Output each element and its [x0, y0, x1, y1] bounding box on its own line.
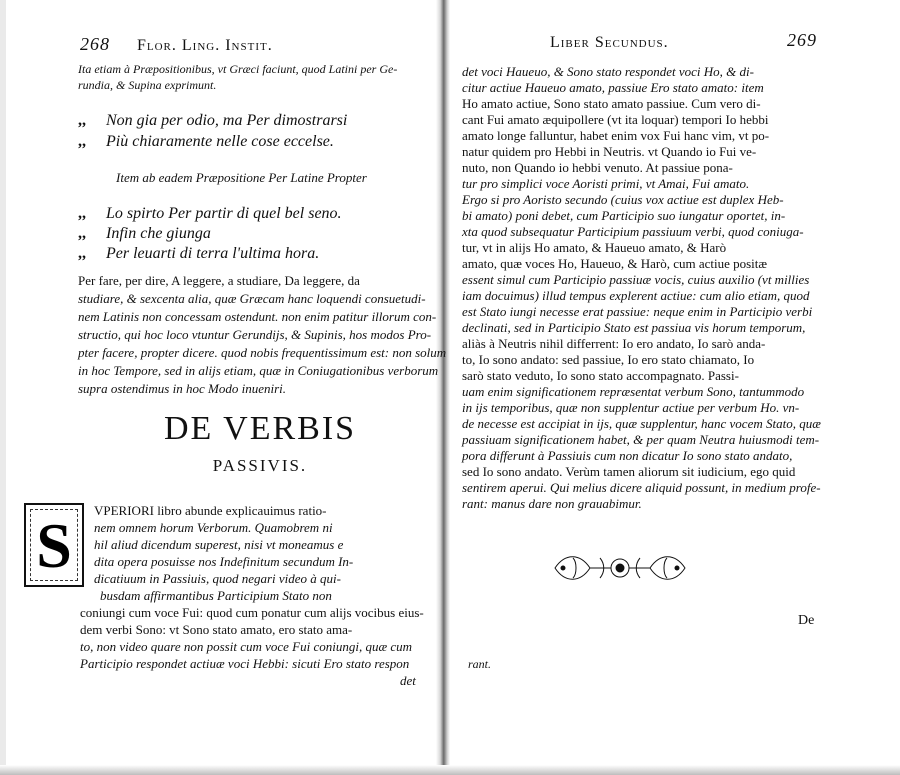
right-line: citur actiue Haueuo amato, passiue Ero stato amato: item	[462, 80, 764, 95]
item-line: Item ab eadem Præpositione Per Latine Propter	[116, 170, 367, 185]
left-folio: 268	[80, 34, 110, 54]
paragraph-line: in hoc Tempore, sed in alijs etiam, quæ in Coniugationibus verborum	[78, 363, 439, 378]
right-line: uam enim significationem repræsentat verbum Sono, tantummodo	[462, 384, 805, 399]
right-line: det voci Haueuo, & Sono stato respondet voci Ho, & di-	[462, 64, 754, 79]
section-title: DE VERBIS	[163, 410, 357, 447]
right-line: Ergo si pro Aoristo secundo (cuius vox actiue est duplex Heb-	[462, 192, 784, 207]
paragraph-line: supra ostendimus in hoc Modo inueniri.	[78, 381, 286, 396]
paragraph-line: Per fare, per dire, A leggere, a studiare, Da leggere, da	[78, 273, 360, 288]
right-line: cant Fui amato æquipollere (vt ita loquar) tempori Io hebbi	[462, 112, 769, 127]
right-line: sarò stato veduto, Io sono stato accompagnato. Passi-	[462, 368, 739, 383]
body-line: Participio respondet actiuæ voci Hebbi: sicuti Ero stato respon	[80, 656, 410, 671]
right-line: sentirem aperui. Qui melius dicere aliquid possunt, in medium profe-	[462, 480, 821, 495]
right-line: declinati, sed in Participio Stato est passiua vis horum temporum,	[462, 320, 806, 335]
right-line: to, Io sono andato: sed passiue, Io ero stato chiamato, Io	[462, 352, 755, 367]
right-line: amato, quæ voces Ho, Haueuo, & Harò, cum actiue positæ	[462, 256, 768, 271]
paragraph-line: nem Latinis non concessam ostendunt. non enim patitur illorum con-	[78, 309, 437, 324]
initial-letter: S	[36, 510, 72, 581]
left-running-head: Flor. Ling. Instit.	[137, 37, 273, 54]
right-line: est Stato iungi necesse erat passiue: neque enim in Participio verbi	[462, 304, 813, 319]
left-catchword: det	[400, 673, 416, 688]
intro-line-2: rundia, & Supina exprimunt.	[78, 78, 217, 92]
body-line: VPERIORI libro abunde explicauimus ratio-	[94, 503, 327, 518]
right-catchword: De	[798, 613, 815, 628]
right-line: sed Io sono andato. Verùm tamen aliorum sit iudicium, ego quid	[462, 464, 796, 479]
right-line: bi amato) poni debet, cum Participio suo iungatur oportet, in-	[462, 208, 786, 223]
margin-note: rant.	[468, 657, 492, 671]
body-line: nem omnem horum Verborum. Quamobrem ni	[94, 520, 333, 535]
right-folio-wrap	[787, 30, 817, 51]
intro-line-1: Ita etiam à Præpositionibus, vt Græci faciunt, quod Latini per Ge-	[78, 62, 398, 76]
paragraph-line: pter facere, propter dicere. quod nobis frequentissimum est: non solum	[78, 345, 447, 360]
body-line: dita opera posuisse nos Indefinitum secundum In-	[94, 554, 354, 569]
right-page	[462, 0, 822, 775]
book-gutter	[436, 0, 450, 775]
body-line: hil aliud dicendum superest, nisi vt moneamus e	[94, 537, 344, 552]
verse-line: Lo spirto Per partir di quel bel seno.	[106, 205, 342, 222]
right-line: tur pro simplici voce Aoristi primi, vt Amai, Fui amato.	[462, 176, 750, 191]
verse-mark: ,,	[78, 245, 86, 262]
body-line: dicatiuum in Passiuis, quod negari video à qui-	[94, 571, 341, 586]
right-line: amato longe falluntur, habet enim vox Fui hanc vim, vt po-	[462, 128, 770, 143]
section-subtitle: PASSIVIS.	[212, 456, 308, 475]
left-body-wide	[70, 0, 430, 775]
verse-mark: ,,	[78, 225, 86, 242]
verse-line: Per leuarti di terra l'ultima hora.	[106, 245, 320, 262]
verse-line: Più chiaramente nelle cose eccelse.	[106, 133, 334, 150]
right-line: pora differunt à Passiuis cum non dicatur Io sono stato andato,	[462, 448, 793, 463]
body-line: to, non video quare non possit cum voce Fui coniungi, quæ cum	[80, 639, 413, 654]
right-line: xta quod subsequatur Participium passiuum verbi, quod coniuga-	[462, 224, 804, 239]
paragraph-line: structio, qui hoc loco vtuntur Gerundijs, & Supinis, hos modos Pro-	[78, 327, 432, 342]
right-line: de necesse est accipiat in ijs, quæ supplentur, hanc vocem Stato, quæ	[462, 416, 821, 431]
body-line: dem verbi Sono: vt Sono stato amato, ero stato ama-	[80, 622, 353, 637]
right-line: passiuam significationem habet, & per quam Neutra huiusmodi tem-	[462, 432, 820, 447]
right-line: aliàs à Neutris nihil differrent: Io ero andato, Io sarò anda-	[462, 336, 766, 351]
right-line: essent simul cum Participio passiuæ vocis, cuius auxilio (vt millies	[462, 272, 810, 287]
right-line: rant: manus dare non grauabimur.	[462, 496, 642, 511]
right-line: nuto, non Quando io hebbi venuto. At passiue pona-	[462, 160, 733, 175]
verse-mark: ,,	[78, 133, 86, 150]
body-line: busdam affirmantibus Participium Stato non	[100, 588, 332, 603]
body-line: coniungi cum voce Fui: quod cum ponatur cum alijs vocibus eius-	[80, 605, 424, 620]
page-edge	[0, 0, 6, 775]
right-line: tur, vt in alijs Ho amato, & Haueuo amato, & Harò	[462, 240, 727, 255]
right-line: iam docuimus) illud tempus explerent actiue: cum alio etiam, quod	[462, 288, 810, 303]
verse-mark: ,,	[78, 112, 86, 129]
verse-line: Infin che giunga	[106, 225, 211, 242]
paragraph-line: studiare, & sexcenta alia, quæ Græcam hanc loquendi consuetudi-	[78, 291, 426, 306]
right-folio: 269	[787, 30, 817, 50]
fleuron-ornament	[545, 548, 695, 588]
right-line: Ho amato actiue, Sono stato amato passiue. Cum vero di-	[462, 96, 761, 111]
right-line: in ijs temporibus, quæ non supplentur actiue per verbum Ho. vn-	[462, 400, 800, 415]
right-running-head: Liber Secundus.	[550, 34, 669, 51]
verse-mark: ,,	[78, 205, 86, 222]
verse-line: Non gia per odio, ma Per dimostrarsi	[106, 112, 348, 129]
right-line: natur quidem pro Hebbi in Neutris. vt Quando io Fui ve-	[462, 144, 757, 159]
